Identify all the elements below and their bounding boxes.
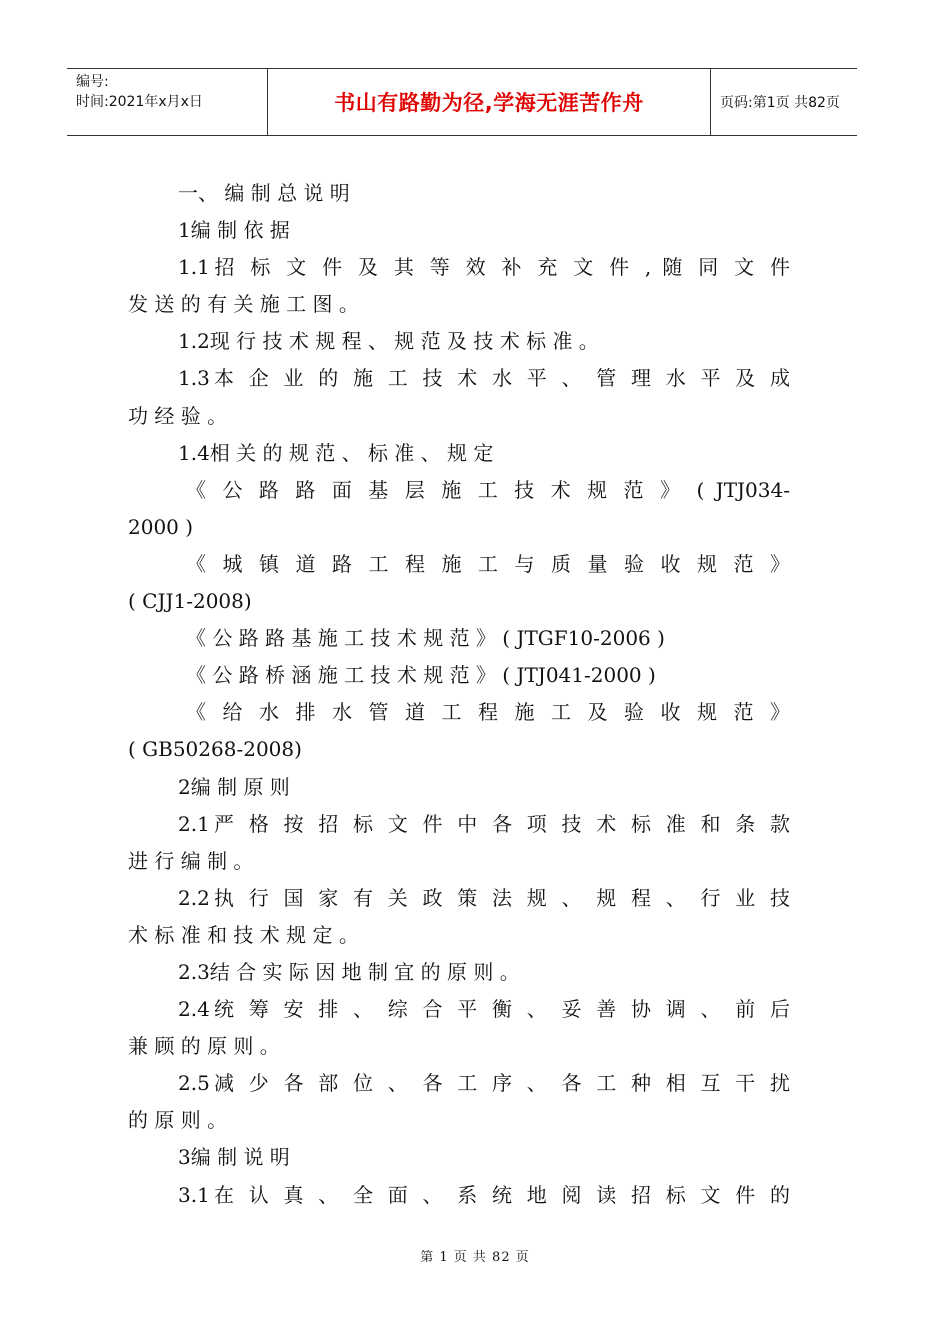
text-line: 1.1招 标 文 件 及 其 等 效 补 充 文 件 , 随 同 文 件 (178, 255, 790, 280)
text-line: 1.3本 企 业 的 施 工 技 术 水 平 、 管 理 水 平 及 成 (178, 366, 790, 391)
text-line: 《 公 路 路 面 基 层 施 工 技 术 规 范 》 ( JTJ034- (186, 477, 790, 502)
text-line: 进 行 编 制 。 (128, 848, 254, 873)
text-line: 1.4相 关 的 规 范 、 标 准 、 规 定 (178, 440, 494, 465)
page-footer: 第 1 页 共 82 页 (420, 1250, 530, 1265)
text-line: 2.4统 筹 安 排 、 综 合 平 衡 、 妥 善 协 调 、 前 后 (178, 997, 790, 1022)
text-line: ( GB50268-2008) (128, 737, 302, 762)
header-motto: 书山有路勤为径,学海无涯苦作舟 (268, 69, 711, 135)
header-meta (67, 69, 268, 135)
document-body (128, 175, 790, 1214)
text-line: 2编 制 原 则 (178, 774, 290, 799)
document-time-label: 时间:2021年x月x日 (76, 94, 203, 110)
text-line: 兼 顾 的 原 则 。 (128, 1034, 280, 1059)
text-line: 2000 ) (128, 514, 194, 539)
text-line: 功 经 验 。 (128, 403, 228, 428)
text-line: 2.1严 格 按 招 标 文 件 中 各 项 技 术 标 准 和 条 款 (178, 811, 790, 836)
text-line: 1编 制 依 据 (178, 218, 290, 243)
text-line: 2.2执 行 国 家 有 关 政 策 法 规 、 规 程 、 行 业 技 (178, 885, 790, 910)
text-line: 2.3结 合 实 际 因 地 制 宜 的 原 则 。 (178, 959, 520, 984)
text-line: ( CJJ1-2008) (128, 589, 252, 614)
text-line: 《 公 路 桥 涵 施 工 技 术 规 范 》 ( JTJ041-2000 ) (186, 663, 656, 688)
text-line: 3.1在 认 真 、 全 面 、 系 统 地 阅 读 招 标 文 件 的 (178, 1182, 790, 1207)
text-line: 3编 制 说 明 (178, 1145, 290, 1170)
text-line: 《 给 水 排 水 管 道 工 程 施 工 及 验 收 规 范 》 (186, 700, 790, 725)
text-line: 一、 编 制 总 说 明 (178, 181, 350, 205)
header-page-number: 页码:第1页 共82页 (720, 95, 840, 111)
text-line: 的 原 则 。 (128, 1108, 228, 1133)
text-line: 1.2现 行 技 术 规 程 、 规 范 及 技 术 标 准 。 (178, 329, 599, 354)
page-header (67, 68, 857, 136)
text-line: 2.5减 少 各 部 位 、 各 工 序 、 各 工 种 相 互 干 扰 (178, 1071, 790, 1096)
text-line: 《 城 镇 道 路 工 程 施 工 与 质 量 验 收 规 范 》 (186, 551, 790, 576)
text-line: 《 公 路 路 基 施 工 技 术 规 范 》 ( JTGF10-2006 ) (186, 626, 665, 651)
text-line: 发 送 的 有 关 施 工 图 。 (128, 292, 359, 317)
document-number-label: 编号: (76, 74, 109, 90)
text-line: 术 标 准 和 技 术 规 定 。 (128, 922, 359, 947)
